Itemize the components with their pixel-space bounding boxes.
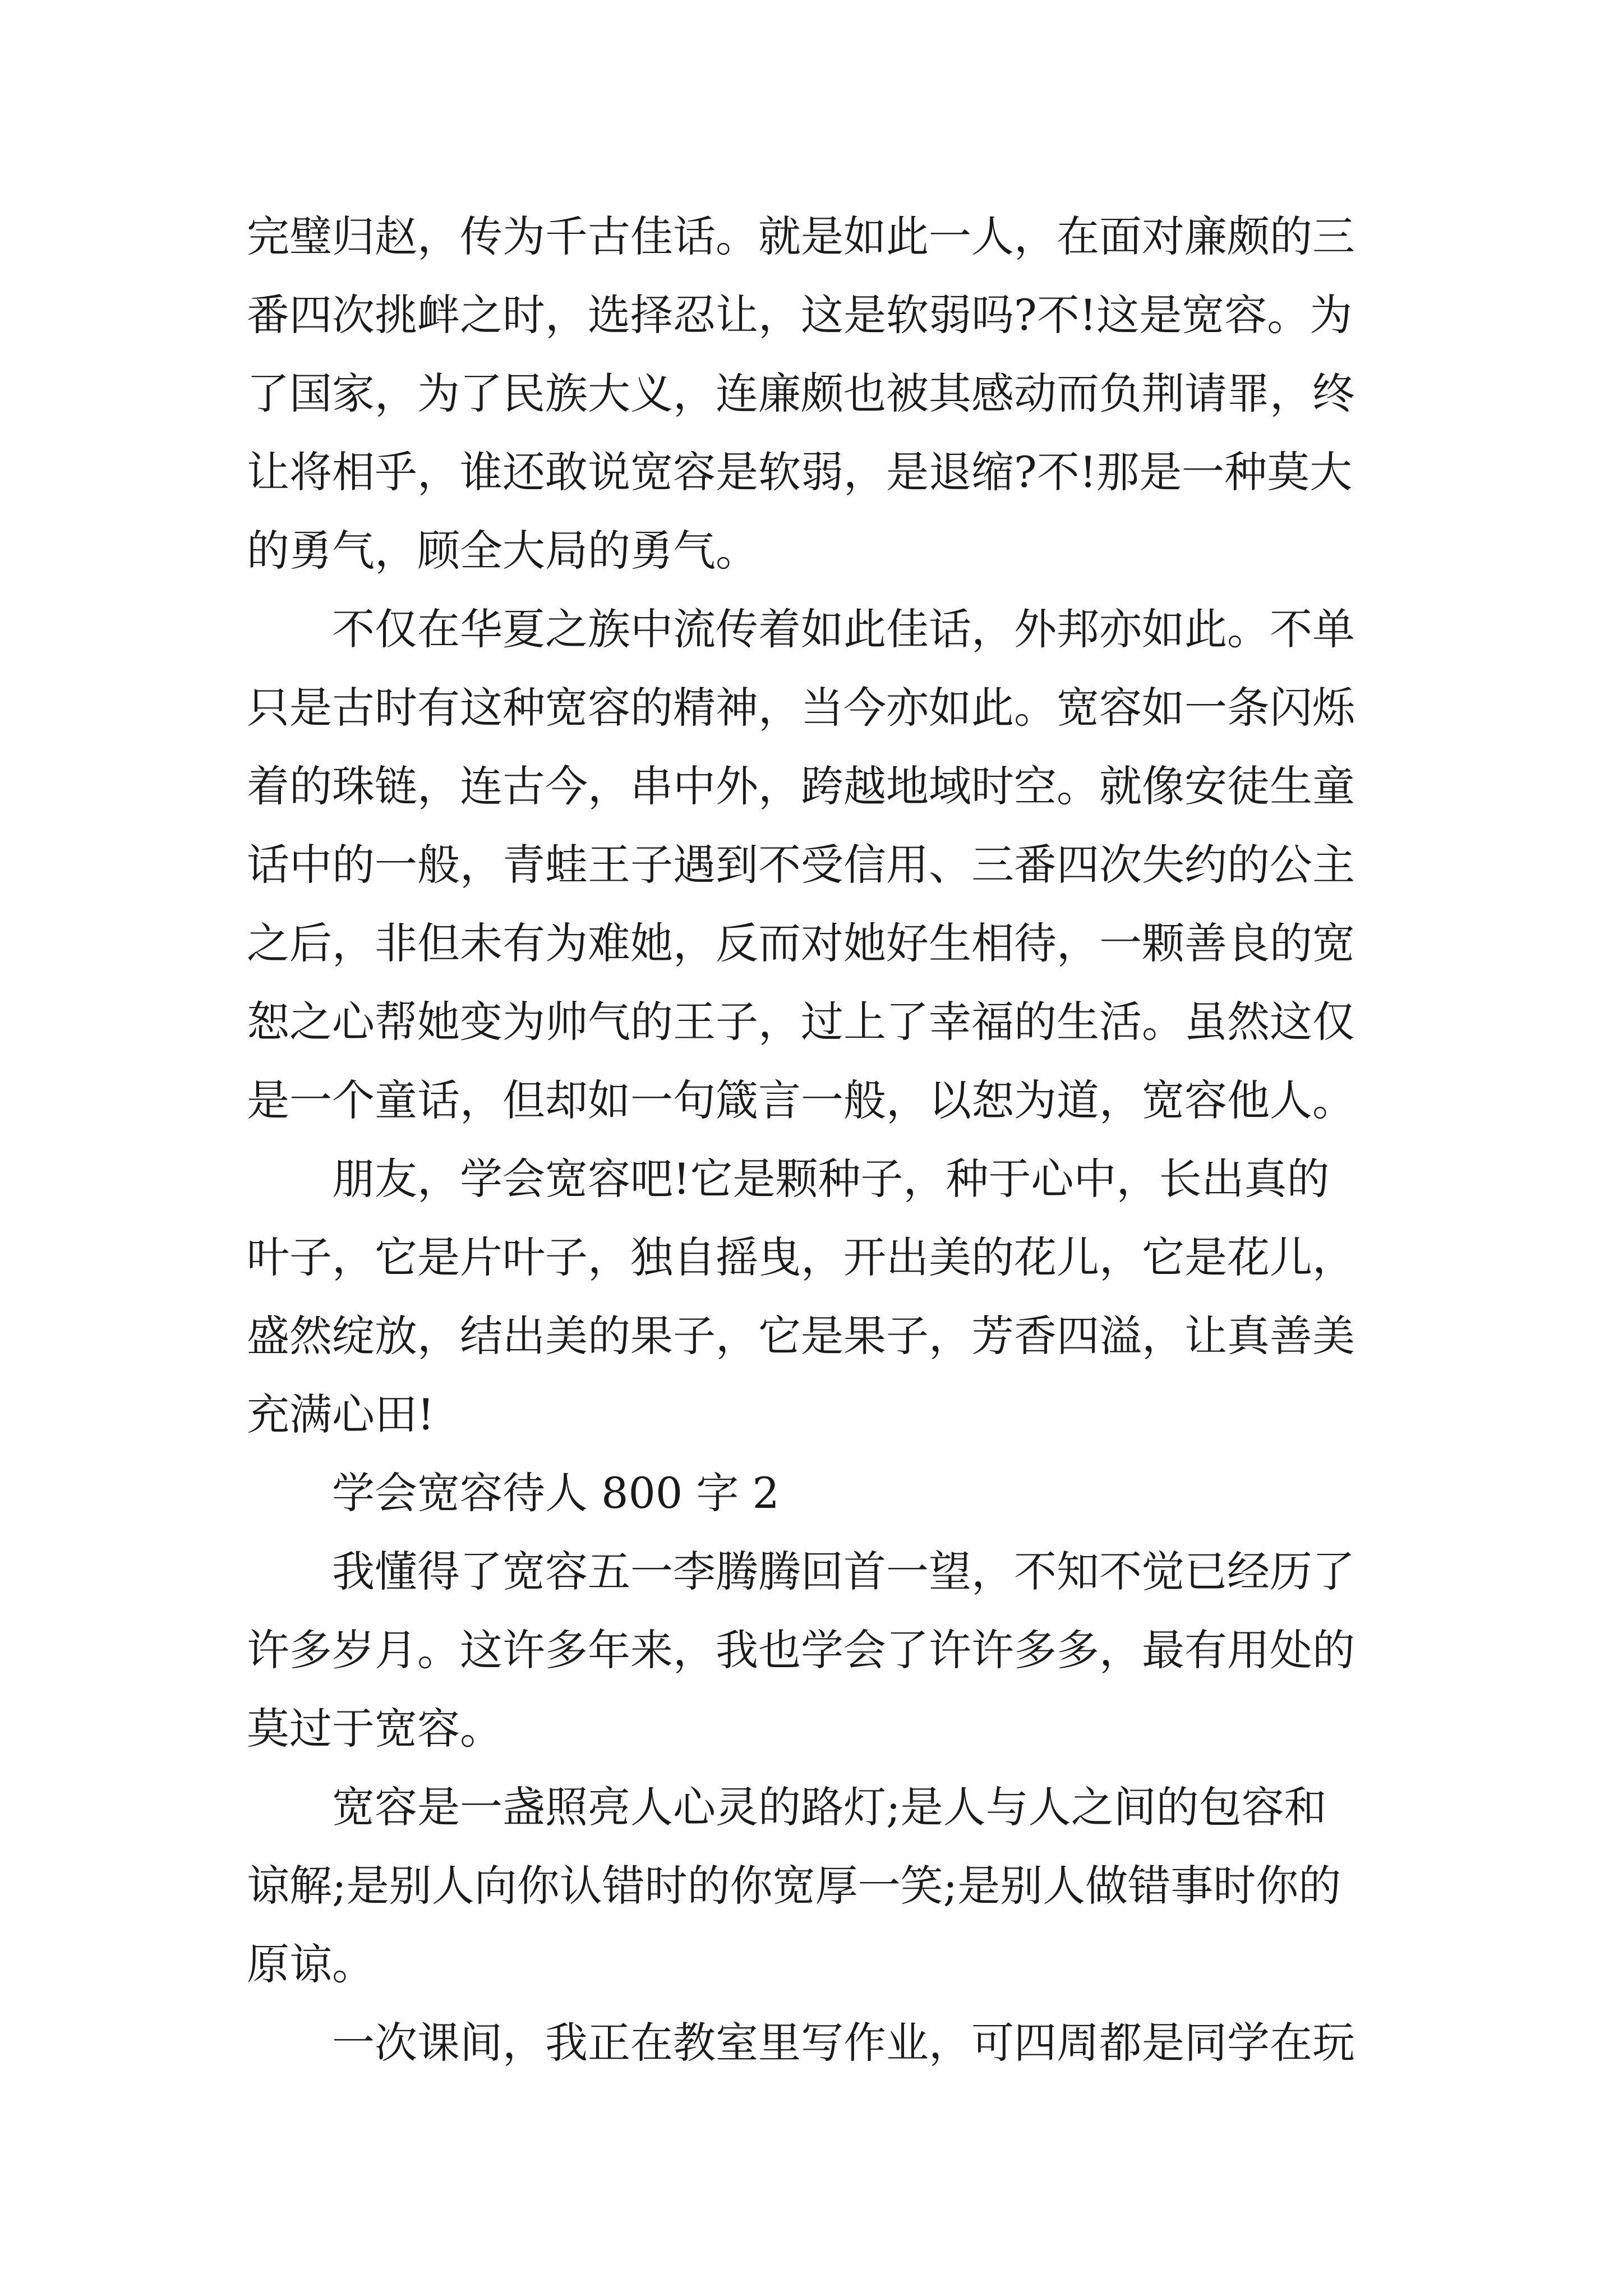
paragraph-6: [247, 2004, 1391, 2082]
paragraph-1: [247, 197, 1391, 590]
text-line: 一次课间，我正在教室里写作业，可四周都是同学在玩: [332, 2018, 1355, 2068]
text-line: 番四次挑衅之时，选择忍让，这是软弱吗?不!这是宽容。为: [247, 290, 1353, 340]
text-line: 话中的一般，青蛙王子遇到不受信用、三番四次失约的公主: [247, 840, 1355, 890]
text-line: 谅解;是别人向你认错时的你宽厚一笑;是别人做错事时你的: [247, 1861, 1341, 1911]
text-line: 只是古时有这种宽容的精神，当今亦如此。宽容如一条闪烁: [247, 683, 1355, 733]
section-heading: [247, 1454, 1391, 1533]
text-line: 不仅在华夏之族中流传着如此佳话，外邦亦如此。不单: [332, 604, 1355, 654]
text-line: 完璧归赵，传为千古佳话。就是如此一人，在面对廉颇的三: [247, 211, 1355, 261]
text-line: 原谅。: [247, 1939, 375, 1989]
heading-text: 学会宽容待人 800 字 2: [332, 1468, 780, 1518]
text-line: 我懂得了宽容五一李腾腾回首一望，不知不觉已经历了: [332, 1547, 1355, 1596]
paragraph-5: [247, 1768, 1391, 2004]
text-line: 的勇气，顾全大局的勇气。: [247, 526, 758, 576]
text-line: 朋友，学会宽容吧!它是颗种子，种于心中，长出真的: [332, 1154, 1330, 1204]
text-line: 盛然绽放，结出美的果子，它是果子，芳香四溢，让真善美: [247, 1311, 1355, 1361]
text-line: 让将相乎，谁还敢说宽容是软弱，是退缩?不!那是一种莫大: [247, 447, 1353, 497]
text-line: 莫过于宽容。: [247, 1704, 502, 1754]
paragraph-2: [247, 590, 1391, 1140]
paragraph-4: [247, 1533, 1391, 1768]
text-line: 宽容是一盏照亮人心灵的路灯;是人与人之间的包容和: [332, 1782, 1327, 1832]
text-line: 叶子，它是片叶子，独自摇曳，开出美的花儿，它是花儿，: [247, 1232, 1355, 1282]
text-line: 了国家，为了民族大义，连廉颇也被其感动而负荆请罪，终: [247, 369, 1355, 418]
document-body: [247, 197, 1391, 2082]
paragraph-3: [247, 1140, 1391, 1454]
text-line: 是一个童话，但却如一句箴言一般，以恕为道，宽容他人。: [247, 1075, 1355, 1125]
text-line: 充满心田!: [247, 1389, 435, 1439]
text-line: 许多岁月。这许多年来，我也学会了许许多多，最有用处的: [247, 1625, 1355, 1675]
text-line: 之后，非但未有为难她，反而对她好生相待，一颗善良的宽: [247, 918, 1355, 968]
text-line: 恕之心帮她变为帅气的王子，过上了幸福的生活。虽然这仅: [247, 997, 1355, 1047]
text-line: 着的珠链，连古今，串中外，跨越地域时空。就像安徒生童: [247, 761, 1355, 811]
